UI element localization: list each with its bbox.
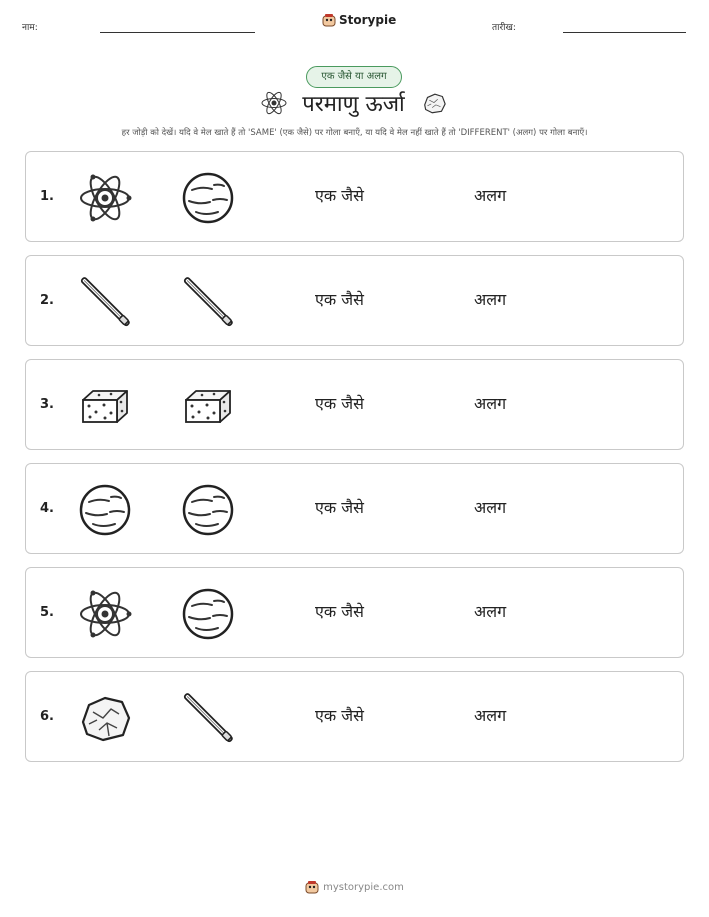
left-picture	[77, 482, 133, 538]
row-number: 4.	[40, 501, 54, 516]
sphere-icon	[77, 482, 133, 538]
rock-icon	[419, 90, 449, 116]
right-picture	[180, 482, 236, 538]
title-row	[0, 88, 709, 118]
name-line[interactable]	[100, 32, 255, 33]
right-picture	[180, 378, 236, 434]
footer-url: mystorypie.com	[323, 881, 404, 893]
right-picture	[180, 170, 236, 226]
left-picture	[77, 586, 133, 642]
different-option[interactable]: अलग	[474, 290, 507, 309]
pair-row	[25, 151, 684, 242]
pair-row	[25, 255, 684, 346]
instructions: हर जोड़ी को देखें। यदि वे मेल खाते हैं तो 'SAME' (एक जैसे) पर गोला बनाएँ, या यदि वे मेल नहीं खाते हैं तो 'DIFFERENT' (अलग) पर गोला बनाएँ।	[121, 128, 588, 138]
pair-row	[25, 463, 684, 554]
row-number: 6.	[40, 709, 54, 724]
block-icon	[180, 378, 236, 434]
sphere-icon	[180, 482, 236, 538]
row-number: 2.	[40, 293, 54, 308]
date-line[interactable]	[563, 32, 686, 33]
same-option[interactable]: एक जैसे	[315, 706, 364, 725]
footer	[0, 880, 709, 894]
page-title: परमाणु ऊर्जा	[302, 92, 405, 117]
left-picture	[77, 378, 133, 434]
brand-name: Storypie	[339, 13, 397, 27]
brand-logo	[322, 13, 396, 27]
left-picture	[77, 274, 133, 330]
rod-icon	[77, 274, 133, 330]
same-option[interactable]: एक जैसे	[315, 394, 364, 413]
rod-icon	[180, 274, 236, 330]
storypie-mascot-icon	[305, 880, 319, 894]
same-option[interactable]: एक जैसे	[315, 186, 364, 205]
name-label: नाम:	[22, 23, 38, 33]
sphere-icon	[180, 586, 236, 642]
different-option[interactable]: अलग	[474, 706, 507, 725]
same-option[interactable]: एक जैसे	[315, 498, 364, 517]
left-picture	[77, 170, 133, 226]
rod-icon	[180, 690, 236, 746]
different-option[interactable]: अलग	[474, 602, 507, 621]
row-number: 5.	[40, 605, 54, 620]
same-option[interactable]: एक जैसे	[315, 602, 364, 621]
row-number: 3.	[40, 397, 54, 412]
right-picture	[180, 274, 236, 330]
different-option[interactable]: अलग	[474, 394, 507, 413]
pair-row	[25, 359, 684, 450]
block-icon	[77, 378, 133, 434]
date-label: तारीख:	[492, 23, 516, 33]
right-picture	[180, 690, 236, 746]
atom-icon	[77, 170, 133, 226]
pair-row	[25, 671, 684, 762]
row-number: 1.	[40, 189, 54, 204]
storypie-mascot-icon	[322, 13, 336, 27]
rock-icon	[77, 690, 133, 746]
left-picture	[77, 690, 133, 746]
atom-icon	[77, 586, 133, 642]
different-option[interactable]: अलग	[474, 498, 507, 517]
same-option[interactable]: एक जैसे	[315, 290, 364, 309]
pair-row	[25, 567, 684, 658]
atom-icon	[260, 89, 288, 117]
different-option[interactable]: अलग	[474, 186, 507, 205]
right-picture	[180, 586, 236, 642]
worksheet-type-badge: एक जैसे या अलग	[306, 66, 402, 88]
sphere-icon	[180, 170, 236, 226]
